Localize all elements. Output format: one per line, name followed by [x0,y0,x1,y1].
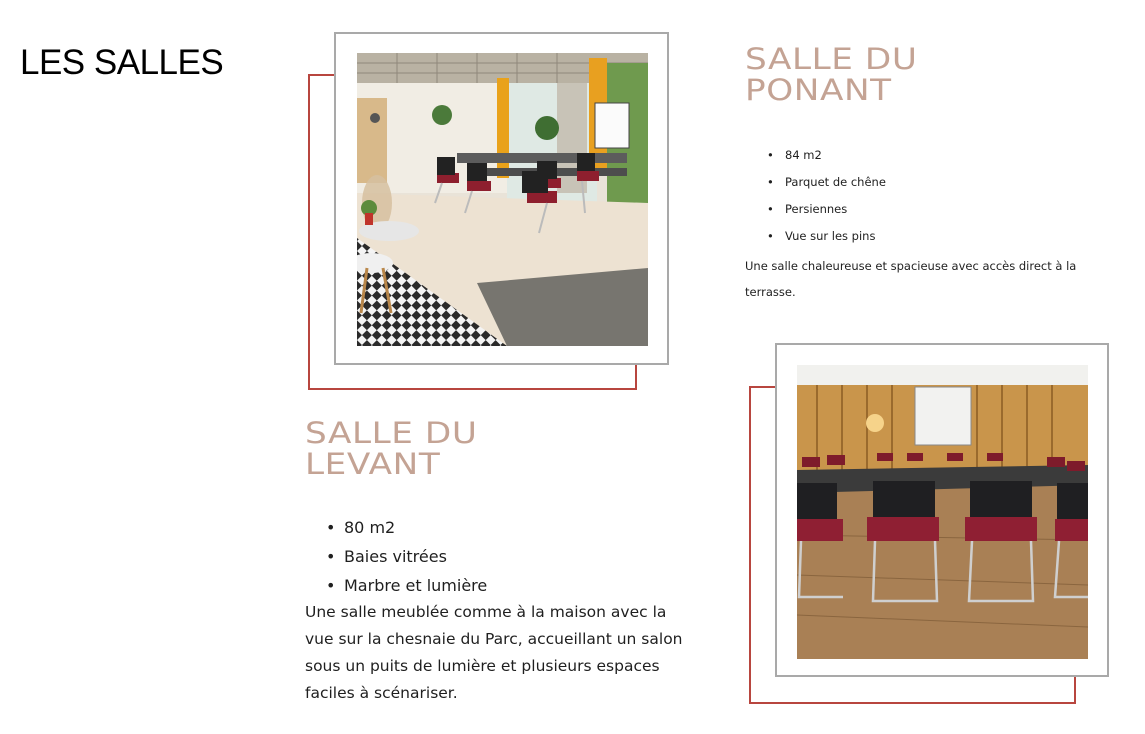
levant-room-photo[interactable] [357,53,648,346]
levant-feature-list [324,518,487,605]
list-item: • Persiennes [765,201,886,228]
ponant-feature-list [765,147,886,255]
list-item: • 80 m2 [324,518,487,547]
list-item: • Marbre et lumière [324,576,487,605]
levant-room-name: SALLE DU LEVANT [305,416,478,482]
list-item: • 84 m2 [765,147,886,174]
levant-room-image [357,53,648,346]
levant-description: Une salle meublée comme à la maison avec la vue sur la chesnaie du Parc, accueillant un salon sous un puits de lumière et plusieurs espaces faciles à scénariser. [305,603,683,702]
ponant-room-image [797,365,1088,659]
levant-room-title [305,418,478,481]
list-item: • Vue sur les pins [765,228,886,255]
list-item: • Baies vitrées [324,547,487,576]
list-item: • Parquet de chêne [765,174,886,201]
ponant-room-title [745,44,918,107]
ponant-room-name: SALLE DU PONANT [745,42,918,108]
ponant-description: Une salle chaleureuse et spacieuse avec accès direct à la terrasse. [745,259,1077,299]
ponant-room-photo[interactable] [797,365,1088,659]
page-title: LES SALLES [20,43,224,82]
